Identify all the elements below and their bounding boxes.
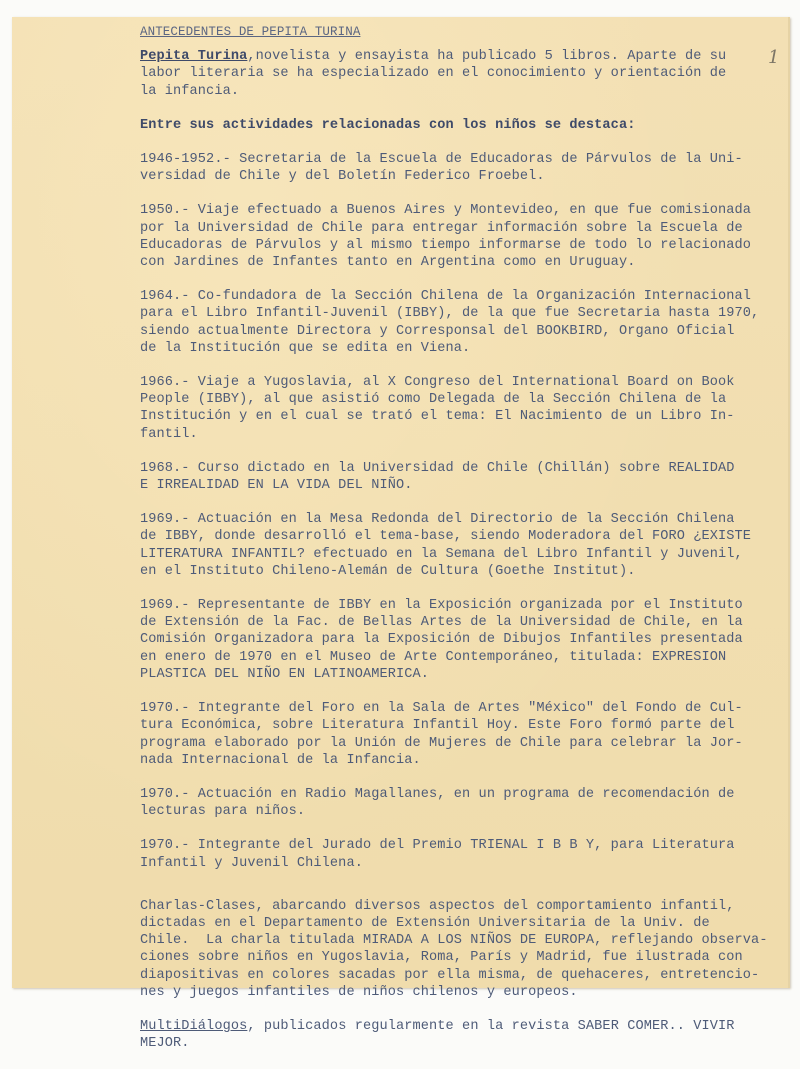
multidialogos-line: , publicados regularmente en la revista SABER COMER.. VIVIR <box>247 1018 735 1034</box>
activity-line: Comisión Organizadora para la Exposición de Dibujos Infantiles presentada <box>140 632 743 648</box>
activity-line: 1969.- Representante de IBBY en la Exposición organizada por el Instituto <box>140 598 743 614</box>
activity-entry <box>140 288 780 357</box>
activity-line: People (IBBY), al que asistió como Delegada de la Sección Chilena de la <box>140 392 727 408</box>
activity-line: en enero de 1970 en el Museo de Arte Contemporáneo, titulada: EXPRESION <box>140 649 727 665</box>
activity-line: lecturas para niños. <box>140 804 306 820</box>
charlas-line: Chile. La charla titulada MIRADA A LOS NIÑOS DE EUROPA, reflejando observa- <box>140 933 768 949</box>
activity-line: versidad de Chile y del Boletín Federico Froebel. <box>140 169 545 185</box>
intro-paragraph <box>140 48 780 100</box>
charlas-line: nes y juegos infantiles de niños chilenos y europeos. <box>140 984 578 1000</box>
author-name: Pepita Turina <box>140 49 248 65</box>
charlas-line: Charlas-Clases, abarcando diversos aspectos del comportamiento infantil, <box>140 898 735 914</box>
charlas-line: diapositivas en colores sacadas por ella misma, de quehaceres, entretencio- <box>140 967 760 983</box>
multidialogos-title: MultiDiálogos <box>140 1018 248 1034</box>
activity-entry <box>140 374 780 443</box>
charlas-line: ciones sobre niños en Yugoslavia, Roma, París y Madrid, fue ilustrada con <box>140 950 743 966</box>
activity-entry <box>140 597 780 683</box>
activity-line: Educadoras de Párvulos y al mismo tiempo informarse de todo lo relacionado <box>140 237 752 253</box>
intro-line: la infancia. <box>140 83 240 99</box>
activity-entry <box>140 151 780 185</box>
activity-line: 1964.- Co-fundadora de la Sección Chilena de la Organización Internacional <box>140 289 752 305</box>
activity-line: de Extensión de la Fac. de Bellas Artes de la Universidad de Chile, en la <box>140 615 743 631</box>
activity-line: 1970.- Actuación en Radio Magallanes, en un programa de recomendación de <box>140 786 735 802</box>
activity-line: fantil. <box>140 426 198 442</box>
intro-line: ,novelista y ensayista ha publicado 5 libros. Aparte de su <box>247 49 727 65</box>
activity-line: en el Instituto Chileno-Alemán de Cultura (Goethe Institut). <box>140 563 636 579</box>
activity-line: con Jardines de Infantes tanto en Argentina como en Uruguay. <box>140 255 636 271</box>
activity-line: LITERATURA INFANTIL? efectuado en la Semana del Libro Infantil y Juvenil, <box>140 546 743 562</box>
activity-line: Infantil y Juvenil Chilena. <box>140 855 363 871</box>
page-number: 1 <box>768 47 780 68</box>
activity-entry <box>140 460 780 494</box>
charlas-paragraph <box>140 898 780 1001</box>
activity-line: por la Universidad de Chile para entregar información sobre la Escuela de <box>140 220 743 236</box>
activity-line: 1969.- Actuación en la Mesa Redonda del Directorio de la Sección Chilena <box>140 512 735 528</box>
activity-line: 1968.- Curso dictado en la Universidad de Chile (Chillán) sobre REALIDAD <box>140 460 735 476</box>
activity-list <box>140 151 780 872</box>
activity-line: E IRREALIDAD EN LA VIDA DEL NIÑO. <box>140 478 413 494</box>
document-heading: ANTECEDENTES DE PEPITA TURINA <box>140 25 361 39</box>
activity-line: 1970.- Integrante del Jurado del Premio TRIENAL I B B Y, para Literatura <box>140 838 735 854</box>
activity-line: 1970.- Integrante del Foro en la Sala de Artes "México" del Fondo de Cul- <box>140 701 743 717</box>
activity-line: siendo actualmente Directora y Corresponsal del BOOKBIRD, Organo Oficial <box>140 323 735 339</box>
activity-line: de la Institución que se edita en Viena. <box>140 340 471 356</box>
activity-line: nada Internacional de la Infancia. <box>140 752 421 768</box>
activity-entry <box>140 511 780 580</box>
activity-line: 1946-1952.- Secretaria de la Escuela de Educadoras de Párvulos de la Uni- <box>140 152 743 168</box>
activity-line: de IBBY, donde desarrolló el tema-base, siendo Moderadora del FORO ¿EXISTE <box>140 529 752 545</box>
activity-line: 1950.- Viaje efectuado a Buenos Aires y Montevideo, en que fue comisionada <box>140 203 752 219</box>
activity-line: 1966.- Viaje a Yugoslavia, al X Congreso del International Board on Book <box>140 375 735 391</box>
activity-line: para el Libro Infantil-Juvenil (IBBY), de la que fue Secretaria hasta 1970, <box>140 306 760 322</box>
activity-entry <box>140 202 780 271</box>
activity-line: PLASTICA DEL NIÑO EN LATINOAMERICA. <box>140 666 430 682</box>
activity-entry <box>140 700 780 769</box>
activity-line: Institución y en el cual se trató el tema: El Nacimiento de un Libro In- <box>140 409 735 425</box>
charlas-line: dictadas en el Departamento de Extensión Universitaria de la Univ. de <box>140 915 710 931</box>
activity-entry <box>140 786 780 820</box>
activity-entry <box>140 837 780 871</box>
multidialogos-line: MEJOR. <box>140 1036 190 1052</box>
multidialogos-paragraph <box>140 1018 780 1052</box>
intro-line: labor literaria se ha especializado en el conocimiento y orientación de <box>140 66 727 82</box>
activity-line: tura Económica, sobre Literatura Infantil Hoy. Este Foro formó parte del <box>140 718 735 734</box>
document-body <box>140 24 780 1069</box>
activity-line: programa elaborado por la Unión de Mujeres de Chile para celebrar la Jor- <box>140 735 743 751</box>
lead-in: Entre sus actividades relacionadas con los niños se destaca: <box>140 117 636 133</box>
